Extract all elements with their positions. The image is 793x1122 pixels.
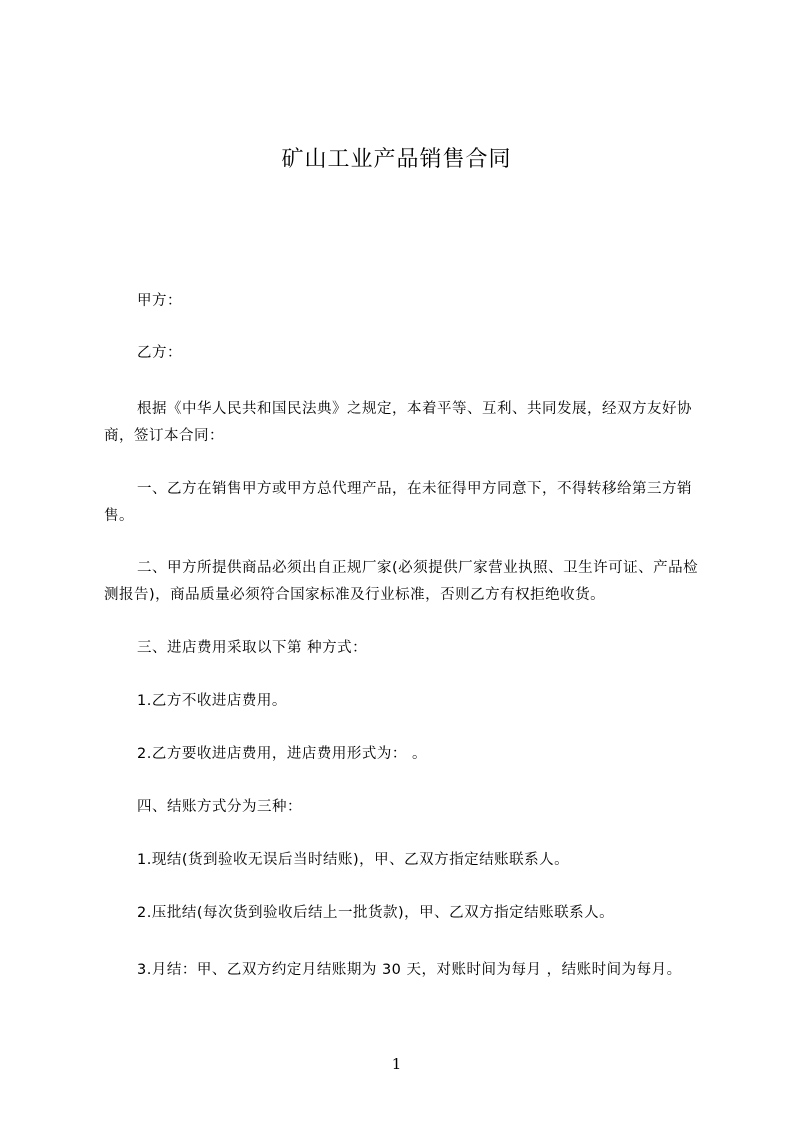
intro-paragraph: 根据《中华人民共和国民法典》之规定，本着平等、互利、共同发展，经双方友好协商，签订本合同： [104,401,692,444]
clause-4-option-3: 3.月结：甲、乙双方约定月结账期为 30 天，对账时间为每月 ，结账时间为每月。 [137,962,682,978]
clause-4: 四、结账方式分为三种： [137,799,302,815]
page-number: 1 [391,1055,402,1073]
party-b-line: 乙方： [137,345,182,361]
clause-4-option-2: 2.压批结(每次货到验收后结上一批货款)，甲、乙双方指定结账联系人。 [137,905,615,921]
clause-3-option-2: 2.乙方要收进店费用，进店费用形式为： 。 [137,746,427,762]
clause-1: 一、乙方在销售甲方或甲方总代理产品，在未征得甲方同意下，不得转移给第三方销售。 [104,481,692,524]
clause-3: 三、进店费用采取以下第 种方式： [137,640,368,656]
clause-3-option-1: 1.乙方不收进店费用。 [137,693,287,709]
clause-2: 二、甲方所提供商品必须出自正规厂家(必须提供厂家营业执照、卫生许可证、产品检测报告)，商品质量必须符合国家标准及行业标准，否则乙方有权拒绝收货。 [104,560,699,603]
document-title: 矿山工业产品销售合同 [281,147,512,172]
clause-4-option-1: 1.现结(货到验收无误后当时结账)，甲、乙双方指定结账联系人。 [137,852,570,868]
party-a-line: 甲方： [137,293,182,309]
